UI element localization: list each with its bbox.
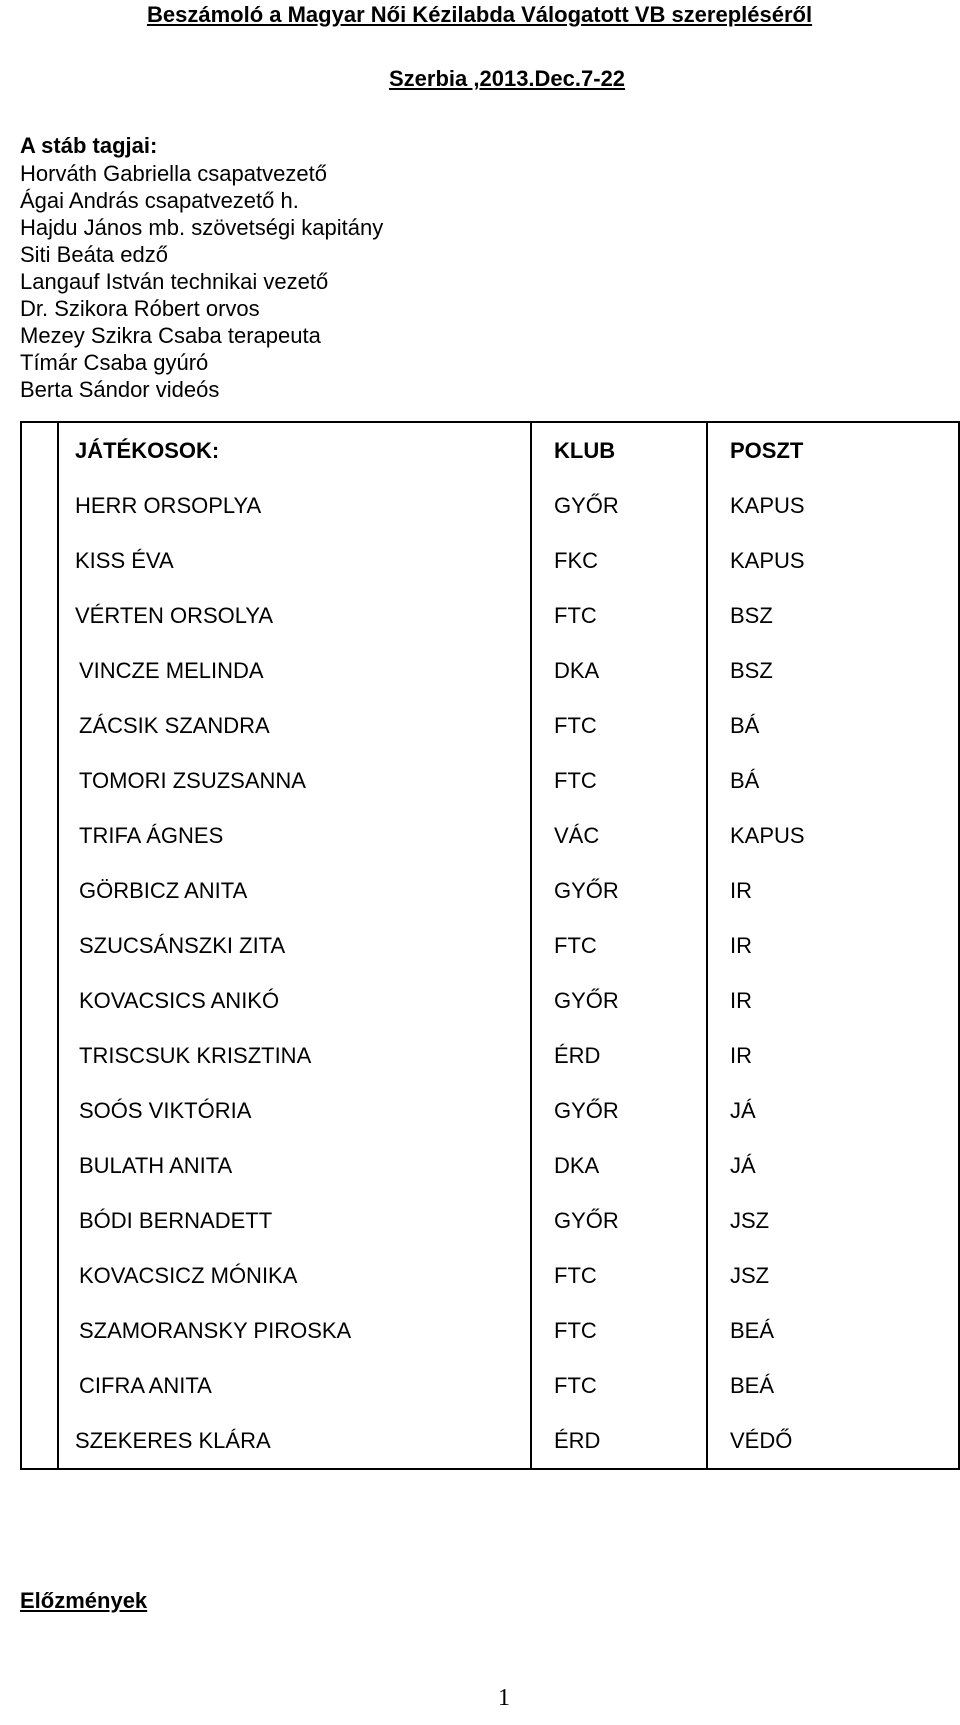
- player-club: DKA: [531, 1138, 707, 1193]
- player-row: [21, 1413, 959, 1469]
- player-row: [21, 1193, 959, 1248]
- player-club: GYŐR: [531, 863, 707, 918]
- player-position: VÉDŐ: [707, 1413, 959, 1469]
- player-club: ÉRD: [531, 1028, 707, 1083]
- document-title: Beszámoló a Magyar Női Kézilabda Válogatott VB szerepléséről: [147, 2, 813, 27]
- row-index-cell: [21, 753, 58, 808]
- player-row: [21, 698, 959, 753]
- player-position: IR: [707, 918, 959, 973]
- player-name: SOÓS VIKTÓRIA: [58, 1083, 531, 1138]
- player-name: TRIFA ÁGNES: [58, 808, 531, 863]
- player-club: FTC: [531, 588, 707, 643]
- player-position: BEÁ: [707, 1303, 959, 1358]
- staff-member: Tímár Csaba gyúró: [20, 350, 209, 375]
- row-index-cell: [21, 808, 58, 863]
- staff-member: Hajdu János mb. szövetségi kapitány: [20, 215, 384, 240]
- player-row: [21, 1138, 959, 1193]
- staff-member: Dr. Szikora Róbert orvos: [20, 296, 260, 321]
- player-row: [21, 533, 959, 588]
- staff-member: Langauf István technikai vezető: [20, 269, 329, 294]
- player-position: IR: [707, 1028, 959, 1083]
- player-position: IR: [707, 863, 959, 918]
- player-name: KOVACSICZ MÓNIKA: [58, 1248, 531, 1303]
- player-row: [21, 1028, 959, 1083]
- player-name: GÖRBICZ ANITA: [58, 863, 531, 918]
- staff-heading: A stáb tagjai:: [20, 133, 158, 158]
- row-index-cell: [21, 478, 58, 533]
- player-club: ÉRD: [531, 1413, 707, 1469]
- player-name: TRISCSUK KRISZTINA: [58, 1028, 531, 1083]
- row-index-cell: [21, 533, 58, 588]
- player-club: GYŐR: [531, 478, 707, 533]
- player-name: SZEKERES KLÁRA: [58, 1413, 531, 1469]
- player-position: JSZ: [707, 1248, 959, 1303]
- player-row: [21, 1248, 959, 1303]
- player-club: FTC: [531, 1303, 707, 1358]
- position-column-header: POSZT: [707, 422, 959, 478]
- player-position: JSZ: [707, 1193, 959, 1248]
- row-index-cell: [21, 1138, 58, 1193]
- staff-member: Siti Beáta edző: [20, 242, 168, 267]
- row-index-cell: [21, 863, 58, 918]
- player-club: FTC: [531, 1248, 707, 1303]
- player-name: ZÁCSIK SZANDRA: [58, 698, 531, 753]
- player-row: [21, 1083, 959, 1138]
- players-column-header: JÁTÉKOSOK:: [58, 422, 531, 478]
- player-club: GYŐR: [531, 1193, 707, 1248]
- row-index-cell: [21, 1083, 58, 1138]
- staff-member: Ágai András csapatvezető h.: [20, 188, 299, 213]
- player-name: CIFRA ANITA: [58, 1358, 531, 1413]
- player-club: GYŐR: [531, 1083, 707, 1138]
- player-row: [21, 588, 959, 643]
- player-name: KISS ÉVA: [58, 533, 531, 588]
- player-position: KAPUS: [707, 533, 959, 588]
- player-row: [21, 863, 959, 918]
- player-club: DKA: [531, 643, 707, 698]
- row-index-cell: [21, 1028, 58, 1083]
- row-index-cell: [21, 973, 58, 1028]
- player-row: [21, 1303, 959, 1358]
- player-club: FTC: [531, 1358, 707, 1413]
- player-position: IR: [707, 973, 959, 1028]
- player-name: KOVACSICS ANIKÓ: [58, 973, 531, 1028]
- row-index-cell: [21, 918, 58, 973]
- row-index-cell: [21, 1413, 58, 1469]
- player-row: [21, 753, 959, 808]
- row-index-cell: [21, 588, 58, 643]
- row-index-cell: [21, 643, 58, 698]
- player-position: KAPUS: [707, 478, 959, 533]
- player-name: SZAMORANSKY PIROSKA: [58, 1303, 531, 1358]
- player-club: FTC: [531, 918, 707, 973]
- page-number: 1: [498, 1685, 510, 1711]
- player-name: VINCZE MELINDA: [58, 643, 531, 698]
- player-position: BÁ: [707, 753, 959, 808]
- player-name: SZUCSÁNSZKI ZITA: [58, 918, 531, 973]
- player-row: [21, 808, 959, 863]
- player-position: BSZ: [707, 643, 959, 698]
- staff-member: Berta Sándor videós: [20, 377, 220, 402]
- player-position: BÁ: [707, 698, 959, 753]
- player-club: FTC: [531, 753, 707, 808]
- player-position: KAPUS: [707, 808, 959, 863]
- roster-body: [21, 478, 959, 1469]
- player-row: [21, 478, 959, 533]
- player-name: BÓDI BERNADETT: [58, 1193, 531, 1248]
- player-club: FKC: [531, 533, 707, 588]
- player-row: [21, 643, 959, 698]
- row-index-cell: [21, 1193, 58, 1248]
- roster-header-row: [21, 422, 959, 478]
- player-name: HERR ORSOPLYA: [58, 478, 531, 533]
- staff-list: [20, 160, 383, 403]
- section-heading: Előzmények: [20, 1588, 148, 1613]
- player-row: [21, 918, 959, 973]
- row-index-cell: [21, 1358, 58, 1413]
- player-club: GYŐR: [531, 973, 707, 1028]
- row-index-cell: [21, 698, 58, 753]
- player-name: BULATH ANITA: [58, 1138, 531, 1193]
- club-column-header: KLUB: [531, 422, 707, 478]
- roster-table: [20, 421, 960, 1470]
- player-position: BSZ: [707, 588, 959, 643]
- player-position: JÁ: [707, 1138, 959, 1193]
- player-name: TOMORI ZSUZSANNA: [58, 753, 531, 808]
- player-club: VÁC: [531, 808, 707, 863]
- player-name: VÉRTEN ORSOLYA: [58, 588, 531, 643]
- player-position: BEÁ: [707, 1358, 959, 1413]
- player-position: JÁ: [707, 1083, 959, 1138]
- row-index-cell: [21, 1303, 58, 1358]
- player-row: [21, 1358, 959, 1413]
- roster-index-header: [21, 422, 58, 478]
- player-club: FTC: [531, 698, 707, 753]
- staff-member: Mezey Szikra Csaba terapeuta: [20, 323, 321, 348]
- staff-member: Horváth Gabriella csapatvezető: [20, 161, 327, 186]
- row-index-cell: [21, 1248, 58, 1303]
- player-row: [21, 973, 959, 1028]
- document-subtitle: Szerbia ,2013.Dec.7-22: [389, 66, 626, 91]
